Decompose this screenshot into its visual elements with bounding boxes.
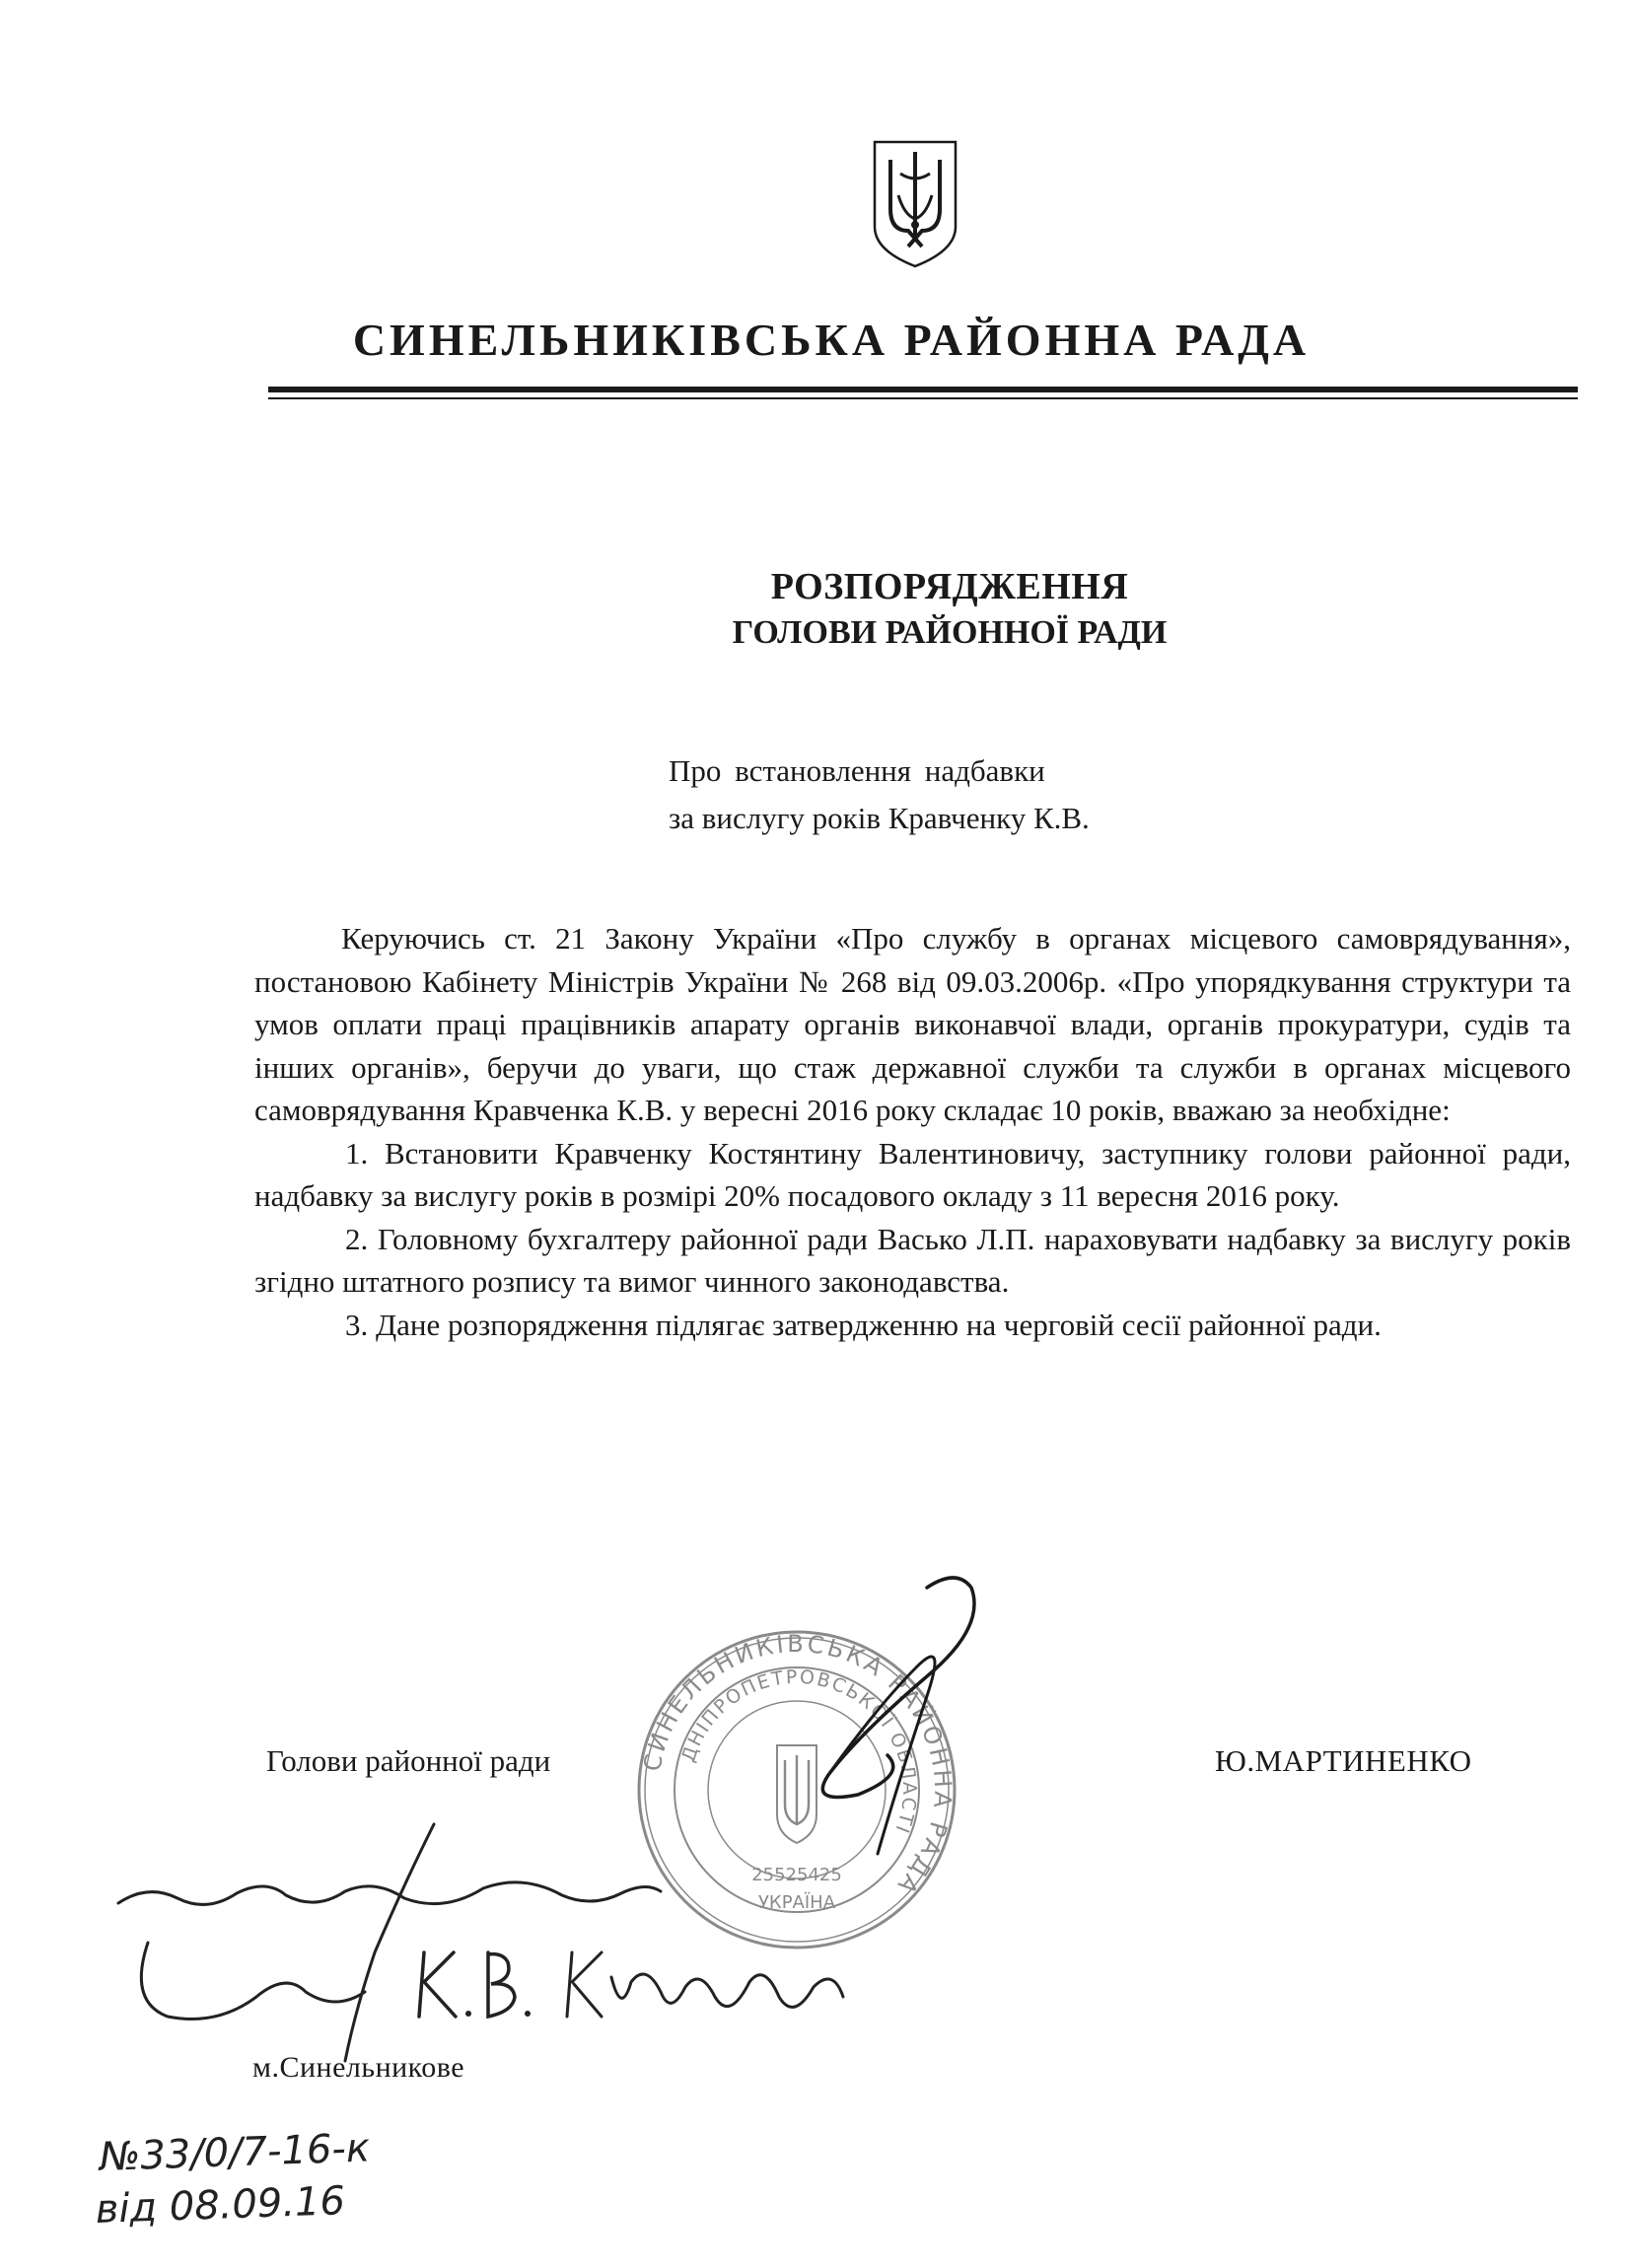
document-issuer: ГОЛОВИ РАЙОННОЇ РАДИ xyxy=(732,614,1168,651)
preamble-paragraph: Керуючись ст. 21 Закону України «Про службу в органах місцевого самоврядування», постановою Кабінету Міністрів України № 268 від 09.03.2006р. «Про упорядкування структури та умов оплати праці працівників апарату органів виконавчої влади, органів прокуратури, судів та інших органів», беручи до уваги, що стаж державної служби та служби в органах місцевого самоврядування Кравченка К.В. у вересні 2016 року складає 10 років, вважаю за необхідне: xyxy=(254,921,1571,1127)
svg-text:25525425: 25525425 xyxy=(751,1865,842,1885)
handwritten-acknowledgement xyxy=(108,1805,878,2100)
header-divider xyxy=(268,387,1578,392)
signatory-name: Ю.МАРТИНЕНКО xyxy=(1215,1743,1472,1778)
document-body xyxy=(254,917,1571,1346)
signatory-position: Голови районної ради xyxy=(266,1743,551,1778)
registration-date: від 08.09.16 xyxy=(95,2178,346,2233)
registration-number: №33/0/7-16-к xyxy=(99,2125,371,2180)
order-item: 2. Головному бухгалтеру районної ради Васько Л.П. нараховувати надбавку за вислугу років згідно штатного розпису та вимог чинного законодавства. xyxy=(254,1221,1571,1299)
subject-line: за вислугу років Кравченку К.В. xyxy=(669,801,1090,835)
subject-line: Про встановлення надбавки xyxy=(669,753,1045,788)
trident-emblem-icon xyxy=(865,136,965,270)
city-name: м.Синельникове xyxy=(252,2051,465,2084)
header-divider-thin xyxy=(268,397,1578,399)
svg-text:СИНЕЛЬНИКІВСЬКА РАЙОННА РАДА: СИНЕЛЬНИКІВСЬКА РАЙОННА РАДА xyxy=(638,1629,958,1902)
document-type: РОЗПОРЯДЖЕННЯ xyxy=(770,566,1129,607)
svg-text:УКРАЇНА: УКРАЇНА xyxy=(757,1892,836,1913)
organization-title: СИНЕЛЬНИКІВСЬКА РАЙОННА РАДА xyxy=(352,315,1311,365)
order-item: 1. Встановити Кравченку Костянтину Валентиновичу, заступнику голови районної ради, надбавку за вислугу років в розмірі 20% посадового окладу з 11 вересня 2016 року. xyxy=(254,1135,1571,1213)
document-subject xyxy=(669,747,1090,842)
order-item: 3. Дане розпорядження підлягає затвердженню на черговій сесії районної ради. xyxy=(345,1307,1382,1342)
svg-text:ДНІПРОПЕТРОВСЬКОЇ ОБЛАСТІ: ДНІПРОПЕТРОВСЬКОЇ ОБЛАСТІ xyxy=(676,1666,921,1838)
